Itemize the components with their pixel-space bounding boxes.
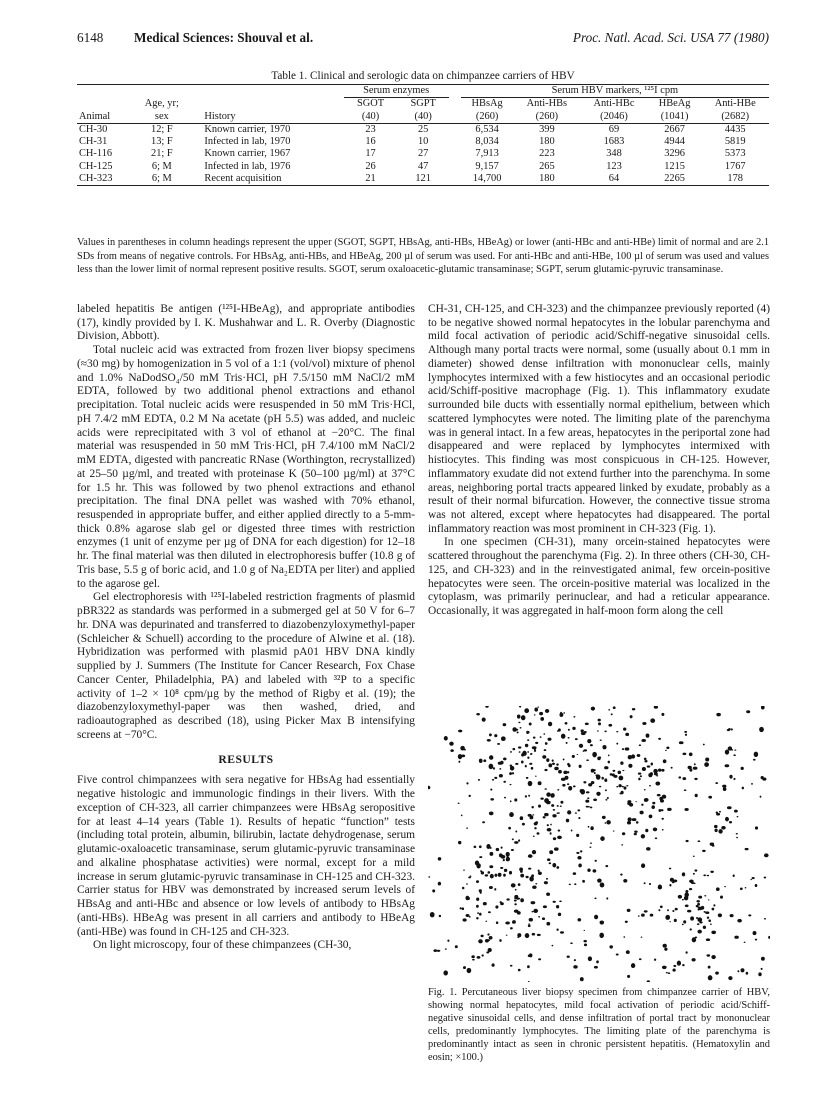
- col-limit-antihbc: (2046): [600, 110, 628, 122]
- page-number: 6148: [77, 30, 104, 45]
- cell-hbeag: 2667: [664, 123, 685, 135]
- col-header-hbeag: HBeAg: [658, 98, 691, 110]
- journal-citation: Proc. Natl. Acad. Sci. USA 77 (1980): [572, 30, 769, 45]
- cell-animal: CH-116: [79, 148, 113, 160]
- cell-hbeag: 4944: [664, 136, 685, 148]
- cell-antihbs: 180: [539, 136, 555, 148]
- paragraph: labeled hepatitis Be antigen (¹²⁵I-HBeAg), and appropriate antibodies (17), kindly provided by I. K. Mushahwar and L. R. Overby (Diagnostic Division, Abbott).: [77, 303, 415, 343]
- col-header-sex: sex: [154, 110, 169, 122]
- cell-hbsag: 6,534: [475, 123, 499, 135]
- cell-age-sex: 13; F: [151, 136, 173, 148]
- cell-sgot: 16: [365, 136, 376, 148]
- col-limit-hbsag: (260): [475, 110, 499, 122]
- paragraph: On light microscopy, four of these chimpanzees (CH-30,: [93, 939, 352, 952]
- cell-antihbe: 178: [727, 172, 743, 184]
- table-row: [77, 161, 769, 173]
- col-limit-antihbs: (260): [535, 110, 559, 122]
- table-row: [77, 148, 769, 160]
- figure-caption: Fig. 1. Percutaneous liver biopsy specimen from chimpanzee carrier of HBV, showing normal hepatocytes, mild focal activation of periodic acid/Schiff-negative sinusoidal cells, and dense infiltration of portal tract by mononuclear cells, predominantly lymphocytes. The limiting plate of the parenchyma is predominantly intact as seen in chronic persistent hepatitis. (Hematoxylin and eosin; ×100.): [428, 987, 770, 1063]
- table-caption: Table 1. Clinical and serologic data on chimpanzee carriers of HBV: [271, 70, 575, 82]
- cell-antihbc: 123: [606, 160, 622, 172]
- col-header-sgot: SGOT: [356, 98, 385, 110]
- cell-age-sex: 6; M: [151, 160, 172, 172]
- cell-animal: CH-125: [79, 160, 113, 172]
- cell-antihbe: 5819: [724, 136, 746, 148]
- cell-antihbs: 399: [539, 123, 555, 135]
- table-body: [77, 123, 769, 185]
- paragraph: Total nucleic acid was extracted from frozen liver biopsy specimens (≈30 mg) by homogenization in 5 vol of a 1:1 (vol/vol) mixture of phenol and 1.0% NaDodSO₄/50 mM Tris·HCl, pH 7.5/150 mM NaCl/2 mM EDTA, followed by two additional phenol extractions and ethanol precipitation. Total nucleic acids were resuspended in 50 mM Tris·HCl, pH 7.4/2 mM EDTA, 0.2 M Na acetate (pH 5.5) was added, and nucleic acids were reprecipitated with 3 vol of ethanol at −20°C. The final material was resuspended in 50 mM Tris·HCl, pH 7.4/100 mM NaCl/2 mM EDTA, digested with pancreatic RNase (Worthington, recrystallized) at 25–50 µg/ml, and treated with proteinase K (50–100 µg/ml) at 37°C for 1.5 hr. This was followed by two phenol extractions and ethanol precipitation. The final DNA pellet was washed with 70% ethanol, resuspended in appropriate buffer, and either applied directly to a 5-mm-thick 0.8% agarose slab gel or digested three times with restriction enzymes (1 unit of enzyme per µg of DNA for each digestion) for 12–18 hr. The final material was then diluted in electrophoresis buffer (10.8 g of Tris base, 5.5 g of boric acid, and 1.0 g of Na₂EDTA per liter) and applied to the agarose gel.: [77, 344, 415, 590]
- cell-age-sex: 12; F: [151, 123, 173, 135]
- paragraph: In one specimen (CH-31), many orcein-stained hepatocytes were scattered throughout the parenchyma (Fig. 2). In three others (CH-30, CH-125, and CH-323) and in the reinvestigated animal, few orcein-positive hepatocytes were seen. The orcein-positive material was localized in the cytoplasm, was primarily perinuclear, and had a reticular appearance. Occasionally, it was aggregated in half-moon form along the cell: [428, 536, 770, 618]
- cell-antihbc: 64: [608, 172, 620, 184]
- cell-sgpt: 121: [415, 172, 431, 184]
- cell-antihbc: 348: [606, 148, 622, 160]
- col-limit-antihbe: (2682): [721, 110, 750, 122]
- col-header-sgpt: SGPT: [410, 98, 436, 110]
- group-header-markers: Serum HBV markers, ¹²⁵I cpm: [461, 85, 769, 98]
- group-header-enzymes: Serum enzymes: [344, 85, 449, 98]
- col-header-animal: Animal: [79, 110, 111, 122]
- table-row: [77, 136, 769, 148]
- cell-sgot: 17: [365, 148, 376, 160]
- cell-hbsag: 9,157: [475, 160, 499, 172]
- left-column: [77, 303, 415, 953]
- table-row: [77, 173, 769, 186]
- cell-sgot: 21: [365, 172, 376, 184]
- cell-antihbs: 265: [539, 160, 555, 172]
- section-title: Medical Sciences: Shouval et al.: [134, 30, 314, 45]
- cell-animal: CH-31: [79, 136, 108, 148]
- col-header-history: History: [204, 110, 236, 122]
- right-column: [428, 303, 770, 619]
- cell-hbeag: 3296: [664, 148, 685, 160]
- col-limit-sgot: (40): [361, 110, 380, 122]
- cell-antihbc: 69: [608, 123, 620, 135]
- cell-antihbs: 223: [539, 148, 555, 160]
- cell-antihbe: 1767: [724, 160, 746, 172]
- col-header-antihbc: Anti-HBc: [593, 98, 635, 110]
- col-header-antihbs: Anti-HBs: [526, 98, 568, 110]
- cell-hbeag: 1215: [664, 160, 685, 172]
- cell-history: Infected in lab, 1976: [204, 160, 291, 172]
- cell-history: Known carrier, 1967: [204, 148, 291, 160]
- section-heading-results: RESULTS: [218, 752, 274, 766]
- liver-biopsy-micrograph: [428, 706, 770, 982]
- col-header-age: Age, yr;: [144, 98, 179, 110]
- col-header-hbsag: HBsAg: [471, 98, 503, 110]
- cell-hbsag: 7,913: [475, 148, 499, 160]
- cell-age-sex: 21; F: [151, 148, 173, 160]
- cell-animal: CH-30: [79, 123, 108, 135]
- paragraph: Five control chimpanzees with sera negative for HBsAg had essentially negative histologic and immunologic findings in their livers. With the exception of CH-323, all carrier chimpanzees were HBsAg seropositive for at least 4–14 years (Table 1). Results of hepatic “function” tests (including total protein, albumin, bilirubin, lactate dehydrogenase, serum glutamic-oxaloacetic transaminase, serum glutamic-pyruvic transaminase and alkaline phosphatase activities) were normal, except for a mild increase in serum glutamic-pyruvic transaminase in CH-125 and CH-323. Carrier status for HBV was demonstrated by increased serum levels of HBsAg and anti-HBc and absence or low levels of antibody to HBsAg (anti-HBs). HBeAg was present in all carriers and antibody to HBeAg (anti-HBe) was found in CH-125 and CH-323.: [77, 774, 415, 938]
- cell-hbsag: 14,700: [472, 172, 502, 184]
- cell-sgot: 26: [365, 160, 376, 172]
- cell-sgpt: 27: [417, 148, 429, 160]
- paragraph: Gel electrophoresis with ¹²⁵I-labeled restriction fragments of plasmid pBR322 as standards was performed in a submerged gel at 50 V for 6–7 hr. DNA was depurinated and transferred to diazobenzyloxymethyl-paper (Schleicher & Schuell) according to the procedure of Alwine et al. (18). Hybridization was performed with plasmid pA01 HBV DNA kindly supplied by J. Summers (The Institute for Cancer Research, Fox Chase Cancer Center, Philadelphia, PA) and labeled with ³²P to a specific activity of 1–2 × 10⁸ cpm/µg by the method of Rigby et al. (19); the diazobenzyloxymethyl-paper was then washed, dried, and radioautographed as described (18), using Picker Max B intensifying screens at −70°C.: [77, 591, 415, 741]
- cell-sgpt: 10: [417, 136, 429, 148]
- cell-antihbc: 1683: [603, 136, 625, 148]
- cell-animal: CH-323: [79, 172, 113, 184]
- cell-antihbe: 5373: [724, 148, 746, 160]
- cell-history: Known carrier, 1970: [204, 123, 291, 135]
- data-table: [77, 84, 769, 186]
- running-header: [77, 30, 769, 48]
- table-row: [77, 123, 769, 136]
- cell-age-sex: 6; M: [151, 172, 172, 184]
- col-limit-sgpt: (40): [414, 110, 432, 122]
- cell-history: Recent acquisition: [204, 172, 282, 184]
- cell-antihbe: 4435: [724, 123, 746, 135]
- cell-hbeag: 2265: [664, 172, 685, 184]
- cell-sgot: 23: [365, 123, 376, 135]
- cell-hbsag: 8,034: [475, 136, 499, 148]
- col-header-antihbe: Anti-HBe: [714, 98, 756, 110]
- cell-sgpt: 25: [417, 123, 429, 135]
- paragraph: CH-31, CH-125, and CH-323) and the chimpanzee previously reported (4) to be negative showed normal hepatocytes in the lobular parenchyma and mild focal activation of periodic acid/Schiff-negative sinusoidal cells. Although many portal tracts were normal, some (usually about 0.1 mm in diameter) showed dense infiltration with mononuclear cells, mainly lymphocytes intermixed with a few histiocytes and an occasional periodic acid/Schiff-positive macrophage (Fig. 1). This inflammatory exudate surrounded bile ducts with essentially normal epithelium, between which scattered lymphocytes were noted. The limiting plate of the parenchyma was in general intact. In a few areas, hepatocytes in the periportal zone had disappeared and were replaced by lymphocytes intermixed with histiocytes. This finding was most conspicuous in CH-125. However, inflammatory exudate did not extend further into the parenchyma. In some areas, neighboring portal tracts appeared linked by exudate, probably as a result of their normal bifurcation. However, the connective tissue stroma was not altered, except where hepatocytes had disappeared. The portal inflammatory reaction was most prominent in CH-323 (Fig. 1).: [428, 303, 770, 535]
- table-footnote: Values in parentheses in column headings represent the upper (SGOT, SGPT, HBsAg, anti-HBs, HBeAg) or lower (anti-HBc and anti-HBe) limit of normal and are 2.1 SDs from means of negative controls. For HBsAg, anti-HBs, and HBeAg, 200 µl of serum was used. For anti-HBc and anti-HBe, 100 µl of serum was used and values less than the lower limit of normal represent positive results. SGOT, serum oxaloacetic-glutamic transaminase; SGPT, serum glutamic-pyruvic transaminase.: [77, 237, 769, 276]
- cell-history: Infected in lab, 1970: [204, 136, 291, 148]
- cell-sgpt: 47: [417, 160, 429, 172]
- col-limit-hbeag: (1041): [660, 110, 689, 122]
- cell-antihbs: 180: [539, 172, 555, 184]
